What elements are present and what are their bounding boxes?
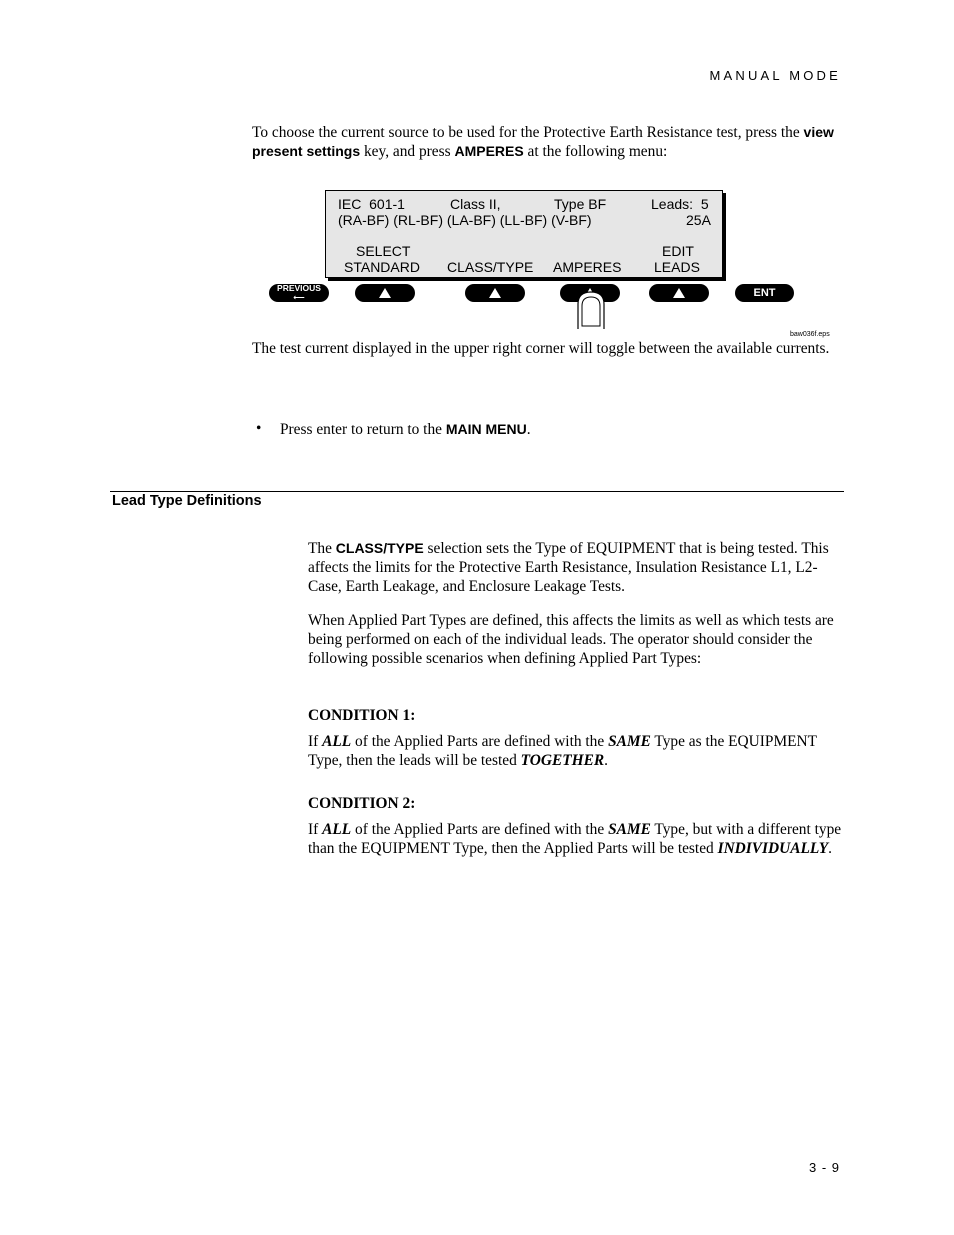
condition-2-text: If ALL of the Applied Parts are defined with the SAME Type, but with a different type than the EQUIPMENT Type, then the Applied Parts will be tested INDIVIDUALLY. <box>308 821 842 857</box>
lcd-softkey-select: SELECT <box>356 243 411 259</box>
up-arrow-icon <box>379 288 391 298</box>
condition-1-text: If ALL of the Applied Parts are defined with the SAME Type as the EQUIPMENT Type, then the leads will be tested TOGETHER. <box>308 733 817 769</box>
key-name-main-menu: MAIN MENU <box>445 421 527 437</box>
lcd-softkey-standard: STANDARD <box>344 259 420 275</box>
lcd-softkey-leads: LEADS <box>654 259 700 275</box>
class-type-paragraph: The CLASS/TYPE selection sets the Type of EQUIPMENT that is being tested. This affects the limits for the Protective Earth Resistance, Insulation Resistance L1, L2-Case, Earth Leakage, and Enclosure Leakage Tests. <box>308 540 829 595</box>
intro-paragraph: To choose the current source to be used for the Protective Earth Resistance test, press the view present settings key, and press AMPERES at the following menu: <box>252 124 834 160</box>
lcd-display <box>325 190 723 278</box>
bullet-item: Press enter to return to the MAIN MENU. <box>280 421 531 438</box>
lcd-softkey-class-type: CLASS/TYPE <box>447 259 534 275</box>
condition-2-heading: CONDITION 2: <box>308 795 416 812</box>
page-number: 3 - 9 <box>808 1160 840 1175</box>
condition-1-heading: CONDITION 1: <box>308 707 416 724</box>
key-name-class-type: CLASS/TYPE <box>335 540 424 556</box>
left-arrow-icon: ⟵ <box>293 293 305 302</box>
previous-key-label: PREVIOUS <box>277 283 321 293</box>
lcd-class: Class II, <box>450 196 501 212</box>
up-arrow-icon <box>489 288 501 298</box>
pressing-finger-icon <box>574 290 610 330</box>
enter-key-label: ENT <box>753 287 776 299</box>
section-divider <box>110 491 844 492</box>
softkey-4-button[interactable] <box>649 284 709 302</box>
key-name-view-present-settings: view present settings <box>252 124 834 159</box>
lcd-current: 25A <box>686 212 711 228</box>
lcd-softkey-edit: EDIT <box>662 243 694 259</box>
running-header: MANUAL MODE <box>709 68 841 83</box>
toggle-note-paragraph: The test current displayed in the upper right corner will toggle between the available currents. <box>252 340 830 357</box>
softkey-1-button[interactable] <box>355 284 415 302</box>
lcd-softkey-amperes: AMPERES <box>553 259 622 275</box>
key-name-amperes: AMPERES <box>454 143 524 159</box>
up-arrow-icon <box>673 288 685 298</box>
section-heading: Lead Type Definitions <box>112 493 262 509</box>
enter-key[interactable] <box>735 284 794 302</box>
applied-part-paragraph: When Applied Part Types are defined, this affects the limits as well as which tests are being performed on each of the individual leads. The operator should consider the following possible scenarios when defining Applied Part Types: <box>308 612 834 667</box>
softkey-2-button[interactable] <box>465 284 525 302</box>
previous-key[interactable] <box>269 284 329 302</box>
bullet-symbol: • <box>256 420 262 437</box>
lcd-leads: Leads: 5 <box>651 196 709 212</box>
lcd-standard: IEC 601-1 <box>338 196 405 212</box>
figure-reference: baw036f.eps <box>790 331 830 338</box>
lcd-type: Type BF <box>554 196 607 212</box>
lcd-applied-parts: (RA-BF) (RL-BF) (LA-BF) (LL-BF) (V-BF) <box>338 212 592 228</box>
